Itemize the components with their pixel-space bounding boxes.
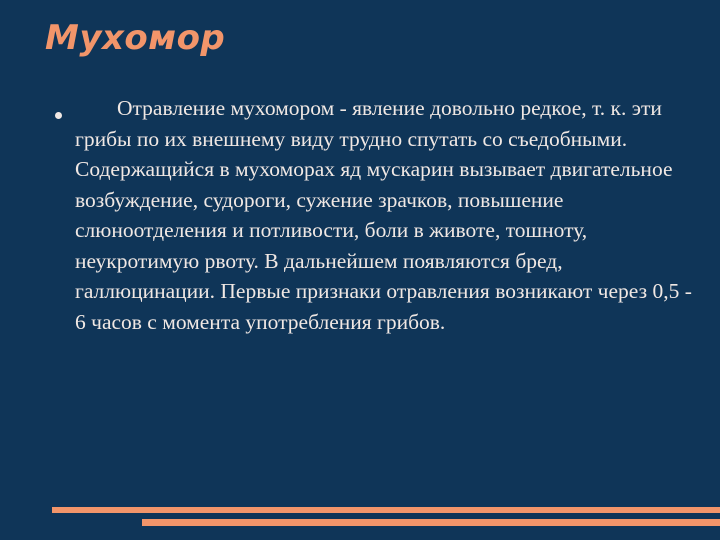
bullet-text: Отравление мухомором - явление довольно редкое, т. к. эти грибы по их внешнему виду трудно спутать со съедобными. Содержащийся в мухоморах яд мускарин вызывает двигательное возбуждение, судороги, сужение зрачков, повышение слюноотделения и потливости, боли в животе, тошноту, неукротимую рвоту. В дальнейшем появляются бред, галлюцинации. Первые признаки отравления возникают через 0,5 - 6 часов с момента употребления грибов. (75, 96, 692, 334)
bullet-dot-icon (55, 112, 62, 119)
bullet-item (45, 93, 695, 337)
decorative-stripe-bottom (142, 519, 720, 526)
decorative-stripe-top (52, 507, 720, 513)
slide-title: Мухомор (45, 18, 226, 58)
bullet-list (45, 93, 695, 337)
